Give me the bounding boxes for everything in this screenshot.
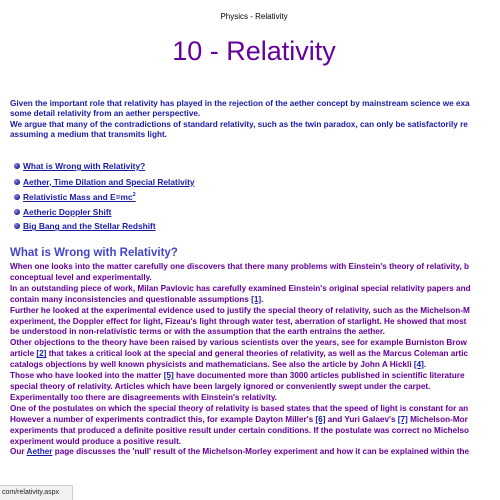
toc-item [14,160,414,172]
reference-link-4[interactable]: [4] [413,360,424,370]
bullet-icon [14,194,20,200]
body-line: be understood in non-relativistic terms or with the assumption that the earth entrains the aether. [10,327,385,337]
intro-line: assuming a medium that transmits light. [10,129,167,139]
reference-link-5[interactable]: [5] [163,371,174,381]
body-line: Further he looked at the experimental evidence used to justify the special theory of relativity, such as the Michelson-M [10,305,470,315]
bullet-icon [14,163,20,169]
toc-item [14,206,414,218]
status-bar-url: com/relativity.aspx [0,485,73,500]
reference-link-7[interactable]: [7] [397,414,408,424]
body-line: page discusses the 'null' result of the Michelson-Morley experiment and how it can be explained within the [52,447,469,457]
bullet-icon [14,223,20,229]
table-of-contents [14,160,414,235]
body-line: catalogs objections by well known physicists and mathematicians. See also the article by John A Hickli [10,360,414,370]
body-line: Our [10,447,27,457]
body-line: Michelson-Mor [407,414,468,424]
reference-link-2[interactable]: [2] [36,349,47,359]
body-line: Other objections to the theory have been raised by various scientists over the years, see for example Burniston Brow [10,338,467,348]
toc-item [14,220,414,232]
body-line: special theory of relativity. Articles which have been largely ignored or conveniently swept under the carpet. [10,381,431,391]
intro-line: some detail relativity from an aether perspective. [10,109,201,119]
body-line: contain many inconsistencies and questionable assumptions [10,294,252,304]
section-body [10,262,500,458]
intro-line: We argue that many of the contradictions of standard relativity, such as the twin paradox, can only be satisfactorily re [10,119,468,129]
bullet-icon [14,179,20,185]
body-line: Experimentally too there are disagreements with Einstein's relativity. [10,392,278,402]
intro-text [10,99,500,140]
body-line: experiment would produce a positive result. [10,436,182,446]
body-line: Those who have looked into the matter [10,371,164,381]
superscript: 2 [132,192,136,199]
body-line: experiments that produced a definite positive result under certain conditions. If the postulate was correct no Michelso [10,425,470,435]
toc-link-relativistic-mass[interactable] [23,192,136,202]
toc-link-label: Relativistic Mass and E=mc [23,192,133,202]
toc-item [14,176,414,188]
body-line: However a number of experiments contradict this, for example Dayton Miller's [10,414,316,424]
body-line: article [10,349,37,359]
toc-item [14,191,414,203]
body-line: have documented more than 3000 articles published in scientific literature [173,371,465,381]
reference-link-6[interactable]: [6] [315,414,326,424]
toc-link-aetheric-doppler[interactable]: Aetheric Doppler Shift [23,206,112,217]
bullet-icon [14,209,20,215]
body-line: conceptual level and experimentally. [10,272,152,282]
page-title: 10 - Relativity [172,36,336,66]
section-heading: What is Wrong with Relativity? [10,247,178,259]
toc-link-what-is-wrong[interactable]: What is Wrong with Relativity? [23,161,146,171]
body-line: experiment, the Doppler effect for light, Fizeau's light through water test, aberration of starlight. He showed that most [10,316,467,326]
body-line: . [423,360,427,370]
body-line: When one looks into the matter carefully one discovers that there many problems with Einstein's theory of relativity, b [10,262,470,271]
body-line: that takes a critical look at the special and general theories of relativity, as well as the Marcus Coleman artic [46,349,469,359]
body-line: and Yuri Galaev's [325,414,398,424]
body-line: . [261,294,264,304]
aether-page-link[interactable]: Aether [26,447,53,457]
body-line: In an outstanding piece of work, Milan Pavlovic has carefully examined Einstein's original special relativity papers and [10,283,471,293]
toc-link-aether-time-dilation[interactable]: Aether, Time Dilation and Special Relativity [23,176,195,187]
intro-line: Given the important role that relativity has played in the rejection of the aether concept by mainstream science we exa [10,99,470,108]
body-line: One of the postulates on which the special theory of relativity is based states that the speed of light is constant for an [10,403,469,413]
reference-link-1[interactable]: [1] [251,294,262,304]
tab-title: Physics - Relativity [220,12,288,21]
toc-link-big-bang[interactable]: Big Bang and the Stellar Redshift [23,221,156,232]
